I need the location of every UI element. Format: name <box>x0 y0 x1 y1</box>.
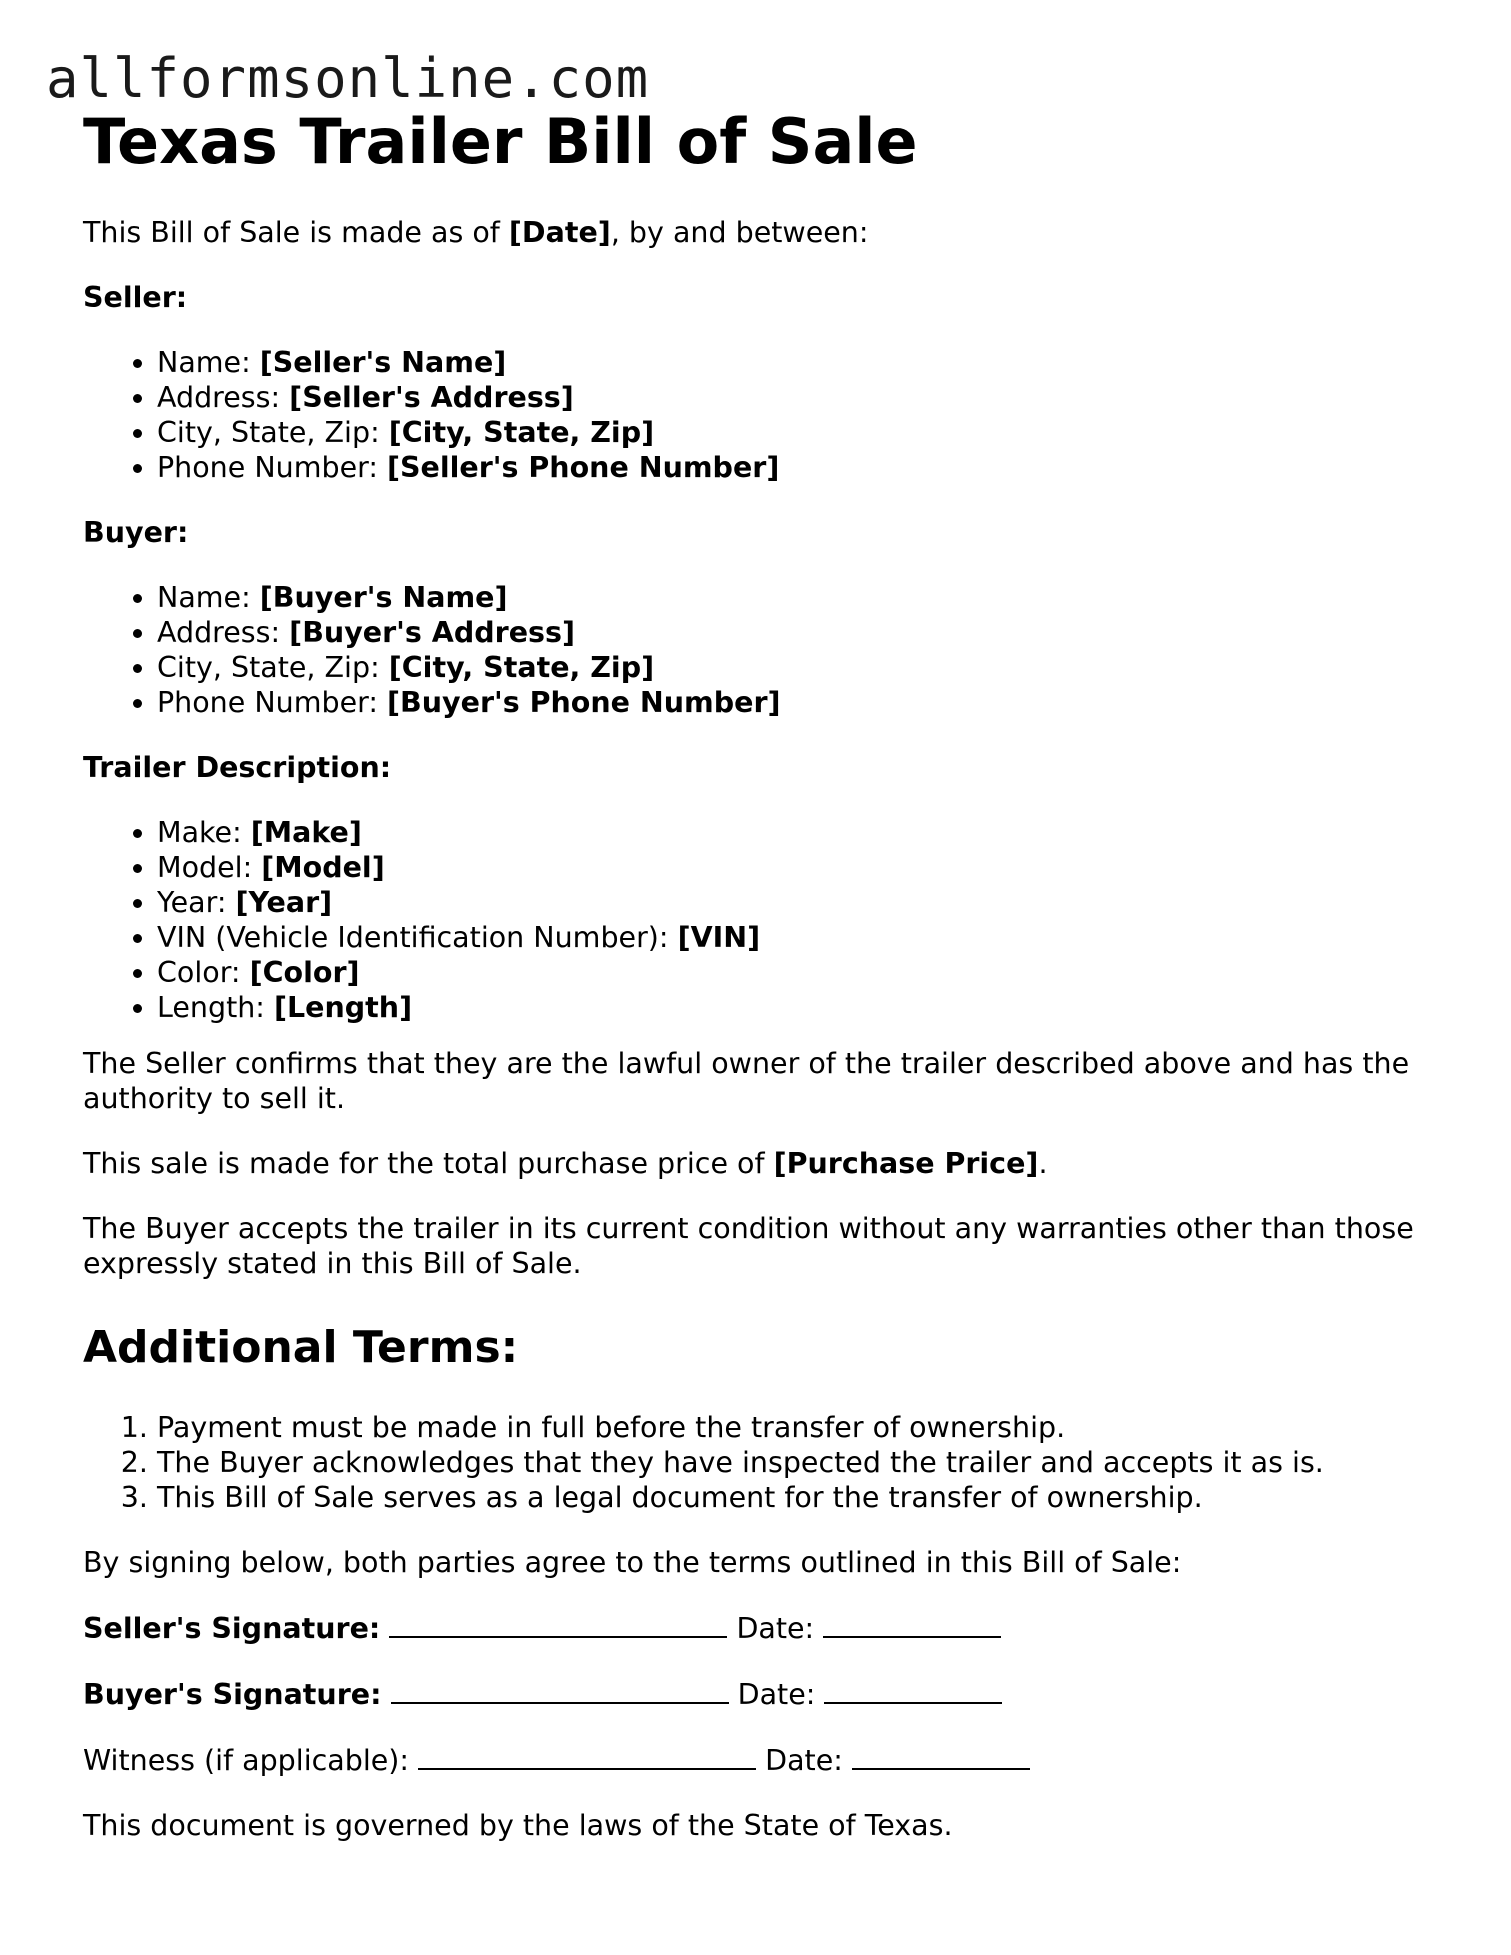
seller-details-list <box>83 345 1423 485</box>
buyer-date-label: Date: <box>737 1678 816 1711</box>
seller-address-item <box>157 380 1423 415</box>
trailer-length-item <box>157 990 1423 1025</box>
seller-name-item <box>157 345 1423 380</box>
field-value: [Buyer's Address] <box>289 616 575 649</box>
field-value: [City, State, Zip] <box>388 651 655 684</box>
buyer-city-state-zip-item <box>157 650 1423 685</box>
trailer-make-item <box>157 815 1423 850</box>
field-value: [City, State, Zip] <box>388 416 655 449</box>
trailer-details-list <box>83 815 1423 1025</box>
field-value: [Seller's Phone Number] <box>387 451 780 484</box>
ownership-statement: The Seller confirms that they are the lawful owner of the trailer described above and has the authority to sell it. <box>83 1047 1410 1115</box>
price-text-before: This sale is made for the total purchase price of <box>83 1147 774 1180</box>
buyer-date-line[interactable] <box>824 1676 1002 1704</box>
agreement-statement: By signing below, both parties agree to the terms outlined in this Bill of Sale: <box>83 1546 1182 1579</box>
field-label: Length: <box>157 991 274 1024</box>
buyer-details-list <box>83 580 1423 720</box>
witness-signature-row <box>83 1742 1423 1778</box>
watermark: allformsonline.com <box>46 47 650 110</box>
trailer-description-heading: Trailer Description: <box>83 751 392 784</box>
governing-law-statement: This document is governed by the laws of the State of Texas. <box>83 1809 953 1842</box>
seller-signature-label: Seller's Signature: <box>83 1612 381 1645</box>
page-title: Texas Trailer Bill of Sale <box>83 105 918 178</box>
buyer-name-item <box>157 580 1423 615</box>
field-label: Make: <box>157 816 251 849</box>
witness-date-label: Date: <box>765 1744 843 1777</box>
buyer-signature-row <box>83 1676 1423 1712</box>
buyer-address-item <box>157 615 1423 650</box>
seller-date-line[interactable] <box>823 1610 1001 1638</box>
field-label: VIN (Vehicle Identification Number): <box>157 921 678 954</box>
seller-signature-line[interactable] <box>389 1610 727 1638</box>
seller-heading: Seller: <box>83 281 188 314</box>
witness-signature-line[interactable] <box>418 1742 756 1770</box>
field-value: [Seller's Name] <box>259 346 507 379</box>
seller-phone-item <box>157 450 1423 485</box>
seller-city-state-zip-item <box>157 415 1423 450</box>
bill-of-sale-document <box>83 104 1423 1843</box>
field-value: [Model] <box>261 851 385 884</box>
buyer-signature-line[interactable] <box>391 1676 729 1704</box>
field-value: [Buyer's Name] <box>259 581 508 614</box>
field-label: Name: <box>157 346 260 379</box>
witness-signature-label: Witness (if applicable): <box>83 1744 410 1777</box>
field-label: Model: <box>157 851 262 884</box>
field-label: Phone Number: <box>157 451 387 484</box>
seller-date-label: Date: <box>736 1612 815 1645</box>
intro-text-after: , by and between: <box>610 216 869 249</box>
trailer-model-item <box>157 850 1423 885</box>
intro-paragraph <box>83 215 1423 250</box>
additional-terms-heading: Additional Terms: <box>83 1322 519 1373</box>
term-item: 2. The Buyer acknowledges that they have inspected the trailer and accepts it as is. <box>157 1445 1423 1480</box>
witness-date-line[interactable] <box>852 1742 1030 1770</box>
field-value: [Seller's Address] <box>289 381 574 414</box>
field-label: Color: <box>157 956 250 989</box>
trailer-year-item <box>157 885 1423 920</box>
buyer-heading: Buyer: <box>83 516 189 549</box>
price-statement <box>83 1146 1423 1181</box>
date-placeholder: [Date] <box>508 216 611 249</box>
field-label: Address: <box>157 616 290 649</box>
intro-text-before: This Bill of Sale is made as of <box>83 216 509 249</box>
field-label: Address: <box>157 381 290 414</box>
buyer-signature-label: Buyer's Signature: <box>83 1678 382 1711</box>
field-label: City, State, Zip: <box>157 416 389 449</box>
price-text-after: . <box>1038 1147 1048 1180</box>
trailer-vin-item <box>157 920 1423 955</box>
additional-terms-list <box>83 1410 1423 1515</box>
field-value: [Length] <box>273 991 413 1024</box>
condition-statement: The Buyer accepts the trailer in its current condition without any warranties other than those expressly stated in this Bill of Sale. <box>83 1212 1414 1280</box>
field-value: [Color] <box>249 956 360 989</box>
buyer-phone-item <box>157 685 1423 720</box>
field-value: [Year] <box>235 886 333 919</box>
term-item: 3. This Bill of Sale serves as a legal document for the transfer of ownership. <box>157 1480 1423 1515</box>
field-label: Year: <box>157 886 236 919</box>
purchase-price-placeholder: [Purchase Price] <box>773 1147 1039 1180</box>
term-item: 1. Payment must be made in full before the transfer of ownership. <box>157 1410 1423 1445</box>
field-value: [VIN] <box>677 921 761 954</box>
field-value: [Make] <box>250 816 362 849</box>
field-value: [Buyer's Phone Number] <box>387 686 781 719</box>
field-label: Name: <box>157 581 260 614</box>
field-label: City, State, Zip: <box>157 651 389 684</box>
seller-signature-row <box>83 1610 1423 1646</box>
trailer-color-item <box>157 955 1423 990</box>
field-label: Phone Number: <box>157 686 387 719</box>
